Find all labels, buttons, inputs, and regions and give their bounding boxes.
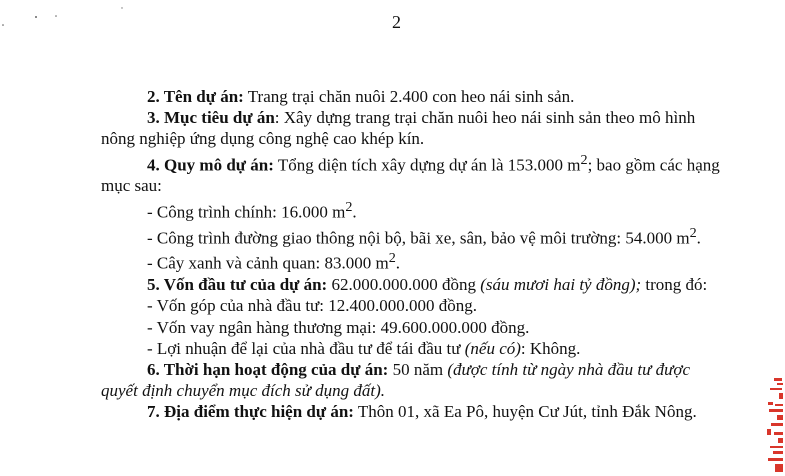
item-italic: (nếu có) (464, 338, 521, 358)
section-text: 62.000.000.000 đồng (327, 275, 481, 295)
section-project-location (101, 401, 721, 422)
superscript: 2 (388, 250, 396, 267)
list-item (101, 248, 721, 274)
section-project-scale (101, 150, 721, 197)
section-operation-period (101, 359, 721, 401)
section-label: 5. Vốn đầu tư của dự án: (147, 275, 328, 295)
scan-speckles (0, 0, 140, 30)
red-stamp-edge (765, 374, 785, 476)
item-text: - Cây xanh và cảnh quan: 83.000 m (147, 254, 389, 274)
section-text: Tổng diện tích xây dựng dự án là 153.000 m (273, 155, 581, 175)
section-label: 7. Địa điểm thực hiện dự án: (147, 402, 354, 422)
section-project-name (101, 86, 721, 107)
list-item: - Vốn vay ngân hàng thương mại: 49.600.000.000 đồng. (147, 317, 530, 337)
page-number: 2 (392, 12, 401, 32)
section-label: 3. Mục tiêu dự án (147, 108, 275, 128)
item-text: - Công trình chính: 16.000 m (147, 202, 346, 222)
superscript: 2 (689, 224, 697, 241)
section-text: 50 năm (388, 360, 448, 380)
section-project-objective (101, 107, 721, 149)
section-label: 4. Quy mô dự án: (147, 155, 274, 175)
item-text: - Công trình đường giao thông nội bộ, bãi xe, sân, bảo vệ môi trường: 54.000 m (147, 228, 690, 248)
list-item (101, 338, 721, 359)
section-label: 2. Tên dự án: (147, 87, 244, 106)
list-item (101, 197, 721, 223)
superscript: 2 (580, 151, 588, 168)
item-text: . (395, 254, 401, 274)
section-italic: (sáu mươi hai tỷ đồng); (480, 275, 642, 295)
section-text: Trang trại chăn nuôi 2.400 con heo nái sinh sản. (243, 87, 575, 106)
list-item (101, 223, 721, 249)
section-label: 6. Thời hạn hoạt động của dự án: (147, 360, 389, 380)
list-item: - Vốn góp của nhà đầu tư: 12.400.000.000 đồng. (147, 296, 477, 316)
document-body (101, 86, 721, 423)
item-text: - Lợi nhuận để lại của nhà đầu tư để tái đầu tư (147, 338, 465, 358)
section-text: Thôn 01, xã Ea Pô, huyện Cư Jút, tỉnh Đắk Nông. (353, 402, 697, 422)
section-investment-capital (101, 274, 721, 295)
section-text: trong đó: (641, 275, 708, 295)
item-text: : Không. (520, 338, 581, 358)
item-text: . (352, 202, 357, 222)
item-text: . (696, 228, 701, 248)
section-text: ; bao gồm các hạng mục sau: (101, 155, 720, 196)
section-text: : Xây dựng trang trại chăn nuôi heo nái sinh sản theo mô hình nông nghiệp ứng dụng công nghệ cao khép kín. (101, 108, 696, 149)
section-italic: (được tính từ ngày nhà đầu tư được quyết định chuyển mục đích sử dụng đất). (101, 360, 691, 401)
superscript: 2 (345, 198, 353, 215)
